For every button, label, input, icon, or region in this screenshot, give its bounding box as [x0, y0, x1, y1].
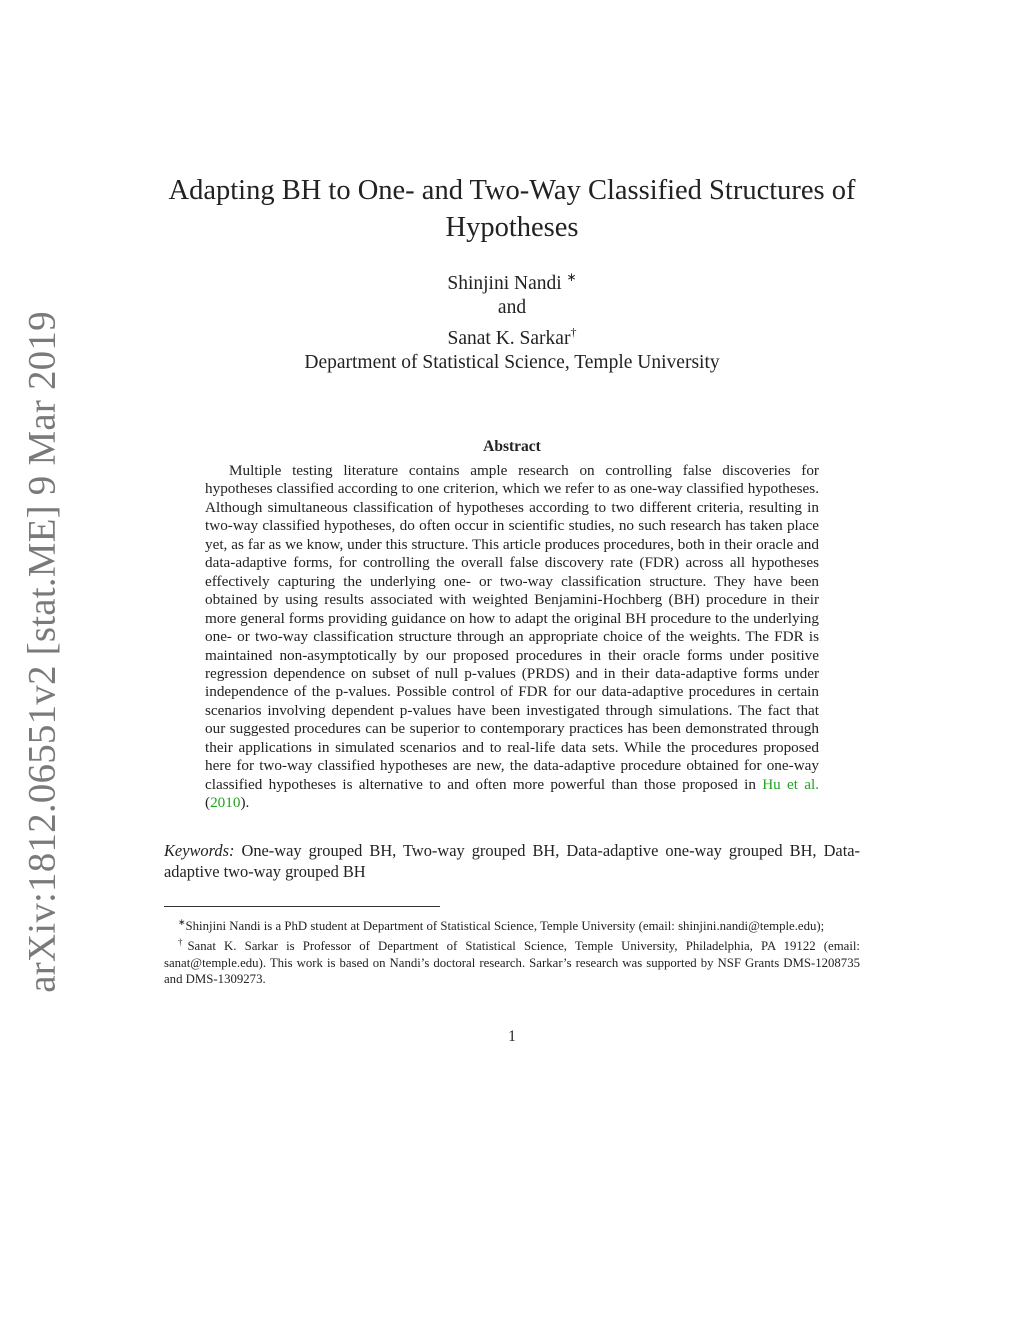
page-number: 1 — [508, 1028, 516, 1045]
footnote-divider — [164, 906, 440, 907]
author-conjunction: and — [497, 297, 527, 318]
citation-close-paren: ). — [240, 794, 250, 812]
citation-link-authors[interactable]: Hu et al. — [762, 775, 819, 793]
abstract-text: Multiple testing literature contains ample research on controlling false discoveries for hypotheses classified according to one criterion, which we refer to as one-way classified hypotheses. Although simultaneous classification of hypotheses according to two different criteria, resulting in two-way classified hypotheses, do often occur in scientific studies, no such research has taken place yet, as far as we know, under this structure. This article produces procedures, both in their oracle and data-adaptive forms, for controlling the overall false discovery rate (FDR) across all hypotheses effectively capturing the underlying one- or two-way classification structure. They have been obtained by using results associated with weighted Benjamini-Hochberg (BH) procedure in their more general forms providing guidance on how to adapt the original BH procedure to the underlying one- or two-way classification structure through an appropriate choice of the weights. The FDR is maintained non-asymptotically by our proposed procedures in their oracle forms under positive regression dependence on subset of null p-values (PRDS) and in their data-adaptive forms under independence of the p-values. Possible control of FDR for our data-adaptive procedures in certain scenarios involving dependent p-values have been investigated through simulations. The fact that our suggested procedures can be superior to contemporary practices has been demonstrated through their applications in simulated scenarios and to real-life data sets. While the procedures proposed here for two-way classified hypotheses are new, the data-adaptive procedure obtained for one-way classified hypotheses is alternative to and often more powerful than those proposed in — [205, 462, 819, 793]
footnote-1 — [164, 914, 860, 934]
paper-title: Adapting BH to One- and Two-Way Classified Structures of Hypotheses — [168, 175, 856, 243]
author-affiliation: Department of Statistical Science, Temple University — [304, 352, 720, 373]
author-line-1 — [180, 265, 844, 296]
author-footnote-mark-2: † — [570, 325, 577, 339]
author-name-1: Shinjini Nandi — [447, 273, 562, 294]
abstract-heading: Abstract — [483, 438, 541, 455]
footnotes-block — [164, 914, 860, 987]
author-name-2: Sanat K. Sarkar — [447, 328, 571, 349]
author-line-2 — [180, 320, 844, 351]
footnote-text-2: Sanat K. Sarkar is Professor of Department of Statistical Science, Temple University, Philadelphia, PA 19122 (email: sanat@temple.edu). This work is based on Nandi’s doctoral research. Sarkar’s research was supported by NSF Grants DMS-1208735 and DMS-1309273. — [164, 939, 860, 986]
footnote-mark-2: † — [178, 937, 188, 948]
abstract-body — [205, 462, 819, 813]
arxiv-identifier-text: arXiv:1812.06551v2 [stat.ME] 9 Mar 2019 — [20, 311, 64, 993]
footnote-mark-1: ∗ — [178, 917, 186, 927]
footnote-text-1: Shinjini Nandi is a PhD student at Department of Statistical Science, Temple University (email: shinjini.nandi@temple.edu); — [185, 919, 825, 933]
keywords-text: One-way grouped BH, Two-way grouped BH, Data-adaptive one-way grouped BH, Data-adaptive two-way grouped BH — [164, 841, 860, 881]
keywords-label: Keywords: — [164, 841, 235, 860]
citation-open-paren: ( — [205, 794, 211, 812]
keywords-block — [164, 840, 860, 882]
citation-link-year[interactable]: 2010 — [210, 794, 241, 812]
author-block — [180, 265, 844, 375]
author-footnote-mark-1: ∗ — [566, 270, 577, 284]
footnote-2 — [164, 934, 860, 987]
